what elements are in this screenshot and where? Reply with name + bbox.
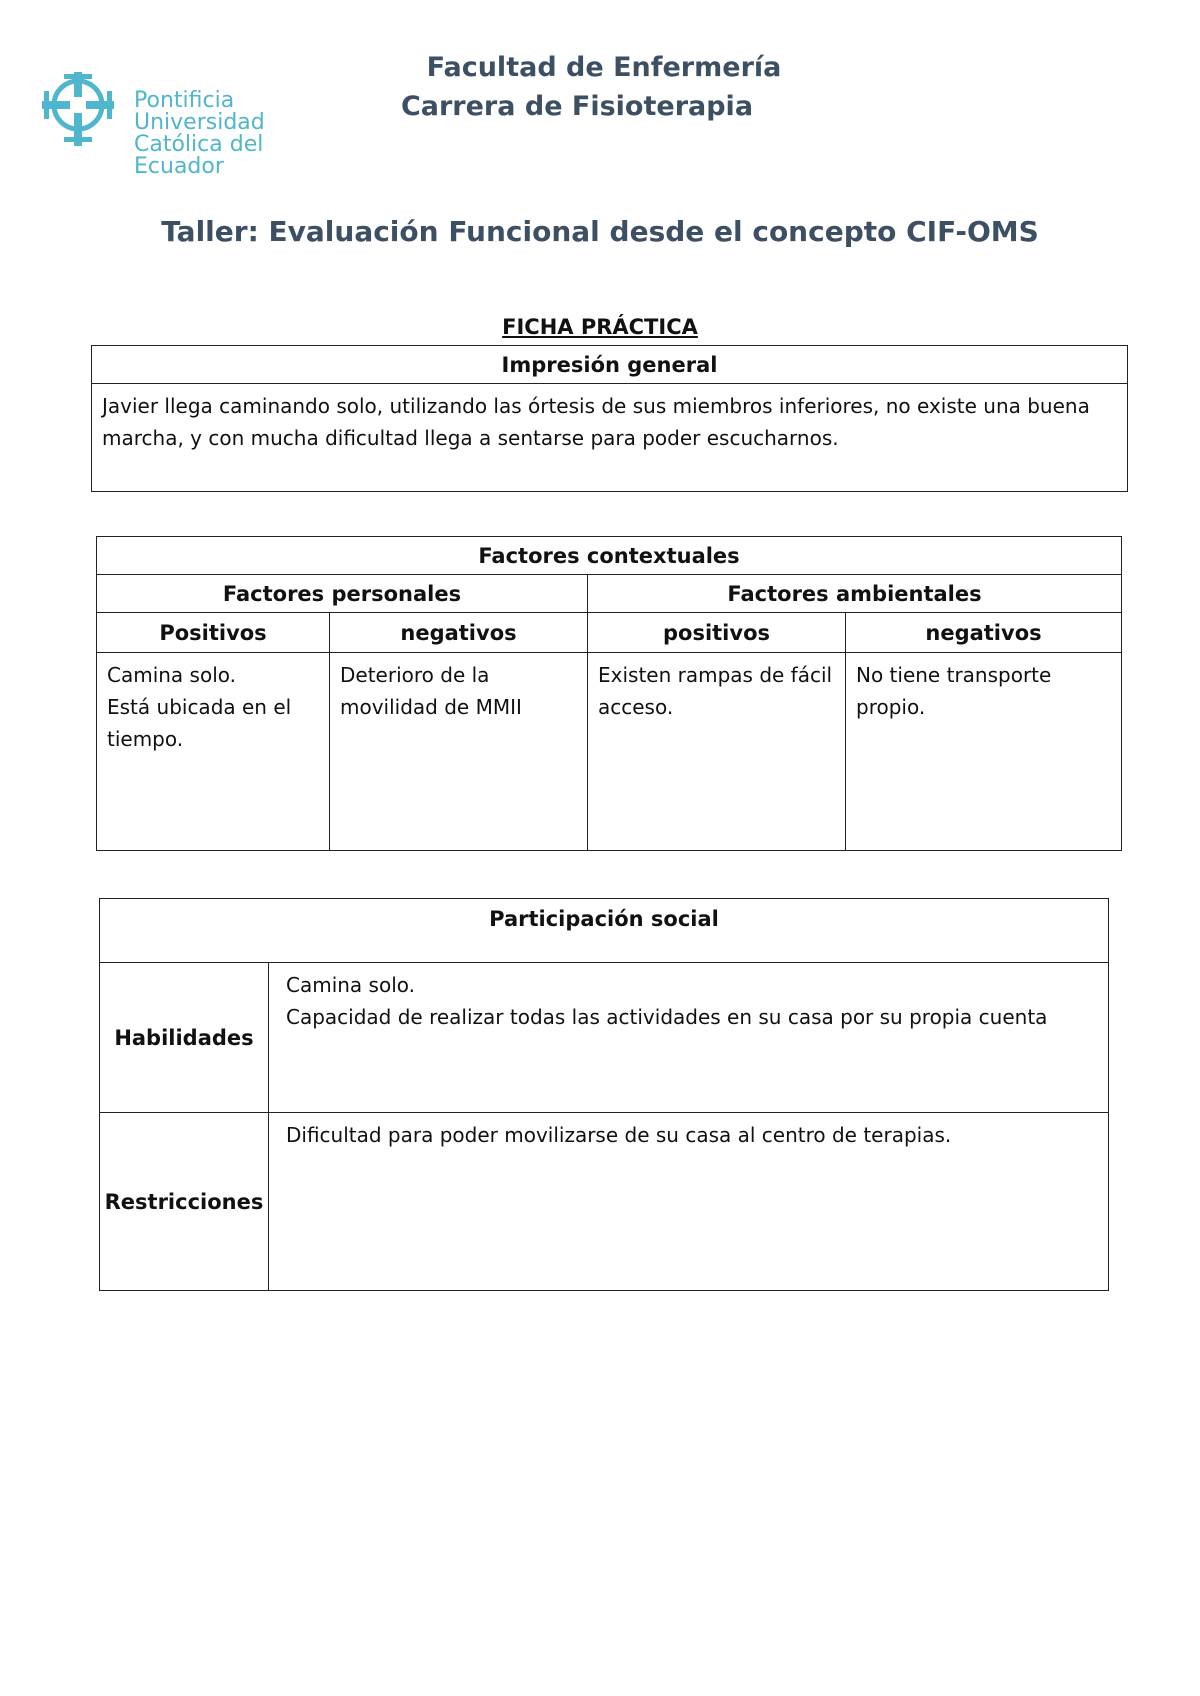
faculty-title: Facultad de Enfermería — [426, 52, 782, 83]
contextual-factors-heading: Factores contextuales — [97, 537, 1122, 575]
career-title: Carrera de Fisioterapia — [400, 91, 754, 122]
restrictions-label: Restricciones — [100, 1113, 269, 1291]
personal-positive-cell — [97, 653, 330, 851]
environmental-positive-heading: positivos — [588, 613, 846, 653]
abilities-line-1: Camina solo. — [286, 973, 416, 997]
general-impression-table — [91, 345, 1128, 492]
personal-positive-line-2: Está ubicada en el tiempo. — [107, 695, 292, 751]
personal-factors-heading: Factores personales — [97, 575, 588, 613]
social-participation-table — [99, 898, 1109, 1291]
contextual-factors-table — [96, 536, 1122, 851]
logo-line-2: Católica del Ecuador — [134, 132, 264, 179]
abilities-line-2: Capacidad de realizar todas las actividades en su casa por su propia cuenta — [286, 1005, 1048, 1029]
general-impression-text: Javier llega caminando solo, utilizando las órtesis de sus miembros inferiores, no existe una buena marcha, y con mucha dificultad llega a sentarse para poder escucharnos. — [92, 384, 1128, 492]
environmental-negative-heading: negativos — [846, 613, 1122, 653]
general-impression-heading: Impresión general — [92, 346, 1128, 384]
abilities-label: Habilidades — [100, 963, 269, 1113]
abilities-cell — [269, 963, 1109, 1113]
environmental-negative-cell: No tiene transporte propio. — [846, 653, 1122, 851]
personal-positive-line-1: Camina solo. — [107, 663, 237, 687]
personal-negative-heading: negativos — [330, 613, 588, 653]
environmental-positive-cell: Existen rampas de fácil acceso. — [588, 653, 846, 851]
restrictions-cell: Dificultad para poder movilizarse de su casa al centro de terapias. — [269, 1113, 1109, 1291]
sheet-title: FICHA PRÁCTICA — [502, 315, 698, 339]
logo-line-1: Pontificia Universidad — [134, 88, 265, 135]
personal-negative-cell: Deterioro de la movilidad de MMII — [330, 653, 588, 851]
workshop-title: Taller: Evaluación Funcional desde el concepto CIF-OMS — [161, 215, 1039, 248]
personal-positive-heading: Positivos — [97, 613, 330, 653]
social-participation-heading: Participación social — [100, 899, 1109, 963]
environmental-factors-heading: Factores ambientales — [588, 575, 1122, 613]
